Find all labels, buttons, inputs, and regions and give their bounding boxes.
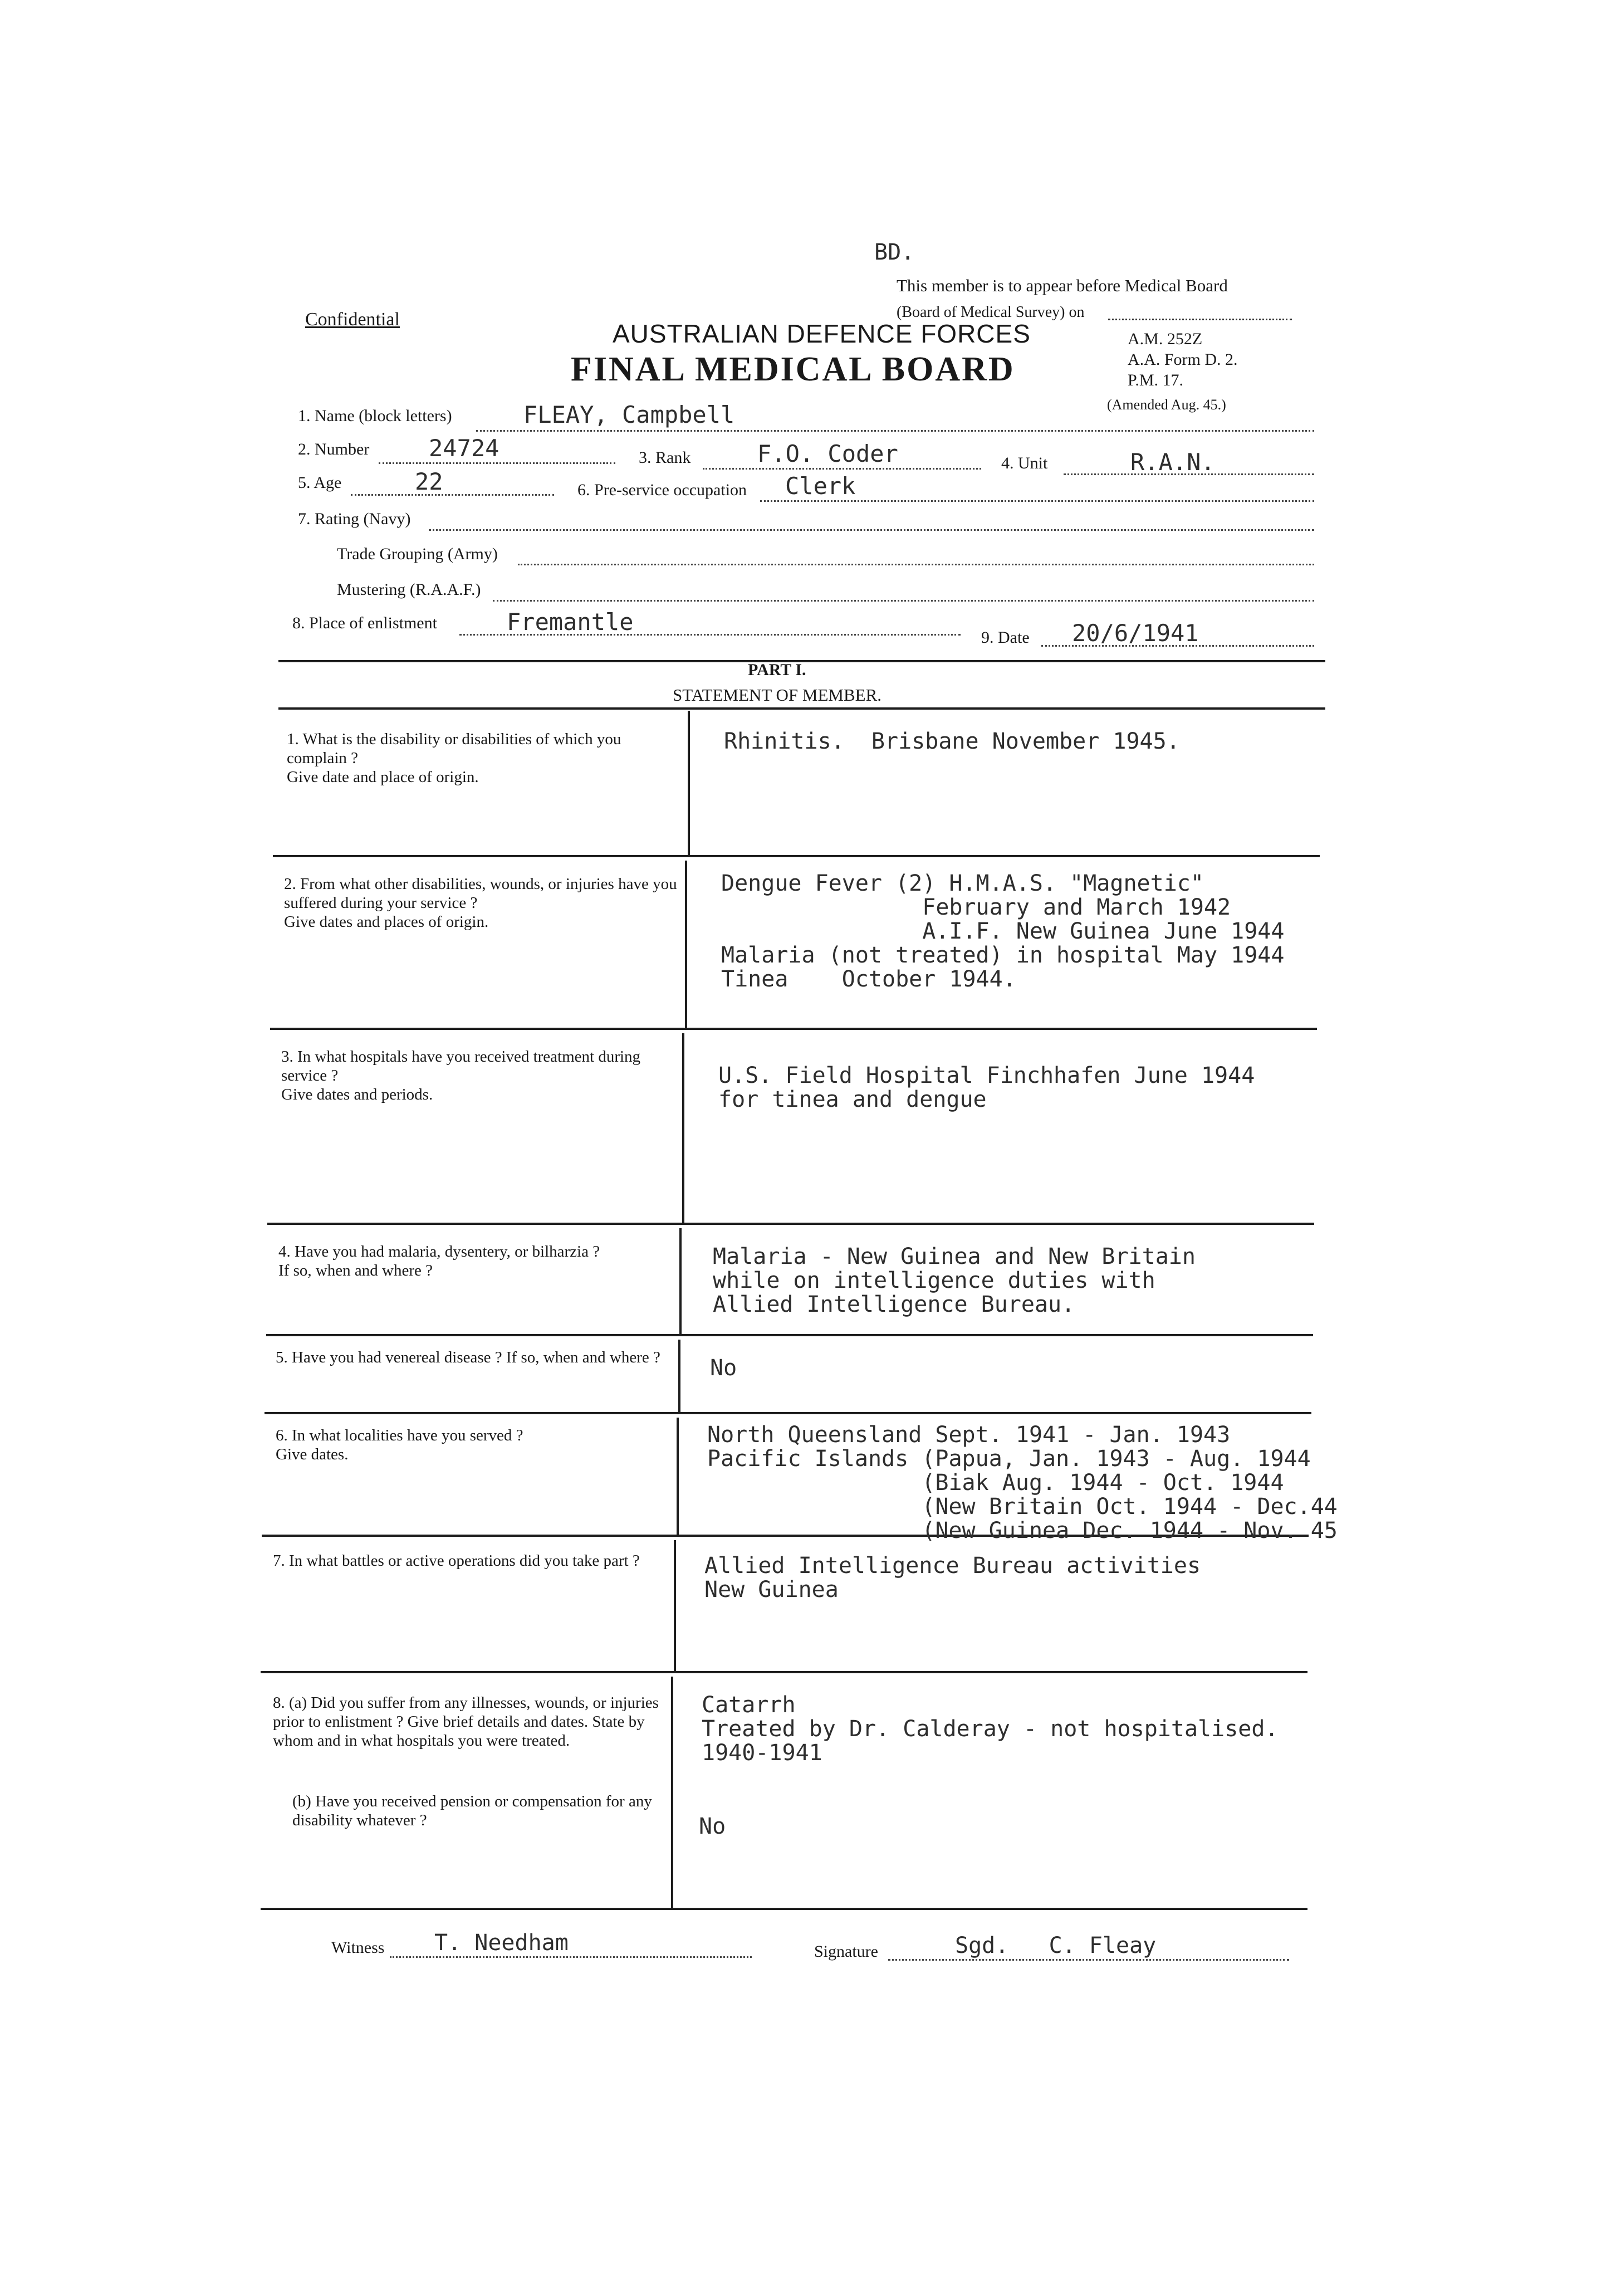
answer-3: U.S. Field Hospital Finchhafen June 1944 for tinea and dengue <box>718 1063 1255 1112</box>
name-value: FLEAY, Campbell <box>523 401 735 428</box>
question-7: 7. In what battles or active operations did you take part ? <box>273 1552 640 1570</box>
signature-value: Sgd. C. Fleay <box>955 1933 1157 1958</box>
row-divider <box>273 855 1320 857</box>
enlistment-dotted-line <box>459 634 961 636</box>
column-divider <box>682 1033 684 1223</box>
answer-7: Allied Intelligence Bureau activities New Guinea <box>704 1553 1201 1603</box>
column-divider <box>688 711 690 856</box>
row-divider <box>270 1028 1317 1030</box>
answer-8b: No <box>699 1814 726 1839</box>
part-subheading: STATEMENT OF MEMBER. <box>673 685 882 705</box>
answer-8a: Catarrh Treated by Dr. Calderay - not hospitalised. 1940-1941 <box>702 1692 1279 1766</box>
row-divider <box>261 1671 1307 1673</box>
trade-grouping-dotted-line <box>518 564 1314 565</box>
column-divider <box>674 1540 676 1671</box>
column-divider <box>679 1228 682 1334</box>
rating-dotted-line <box>429 529 1314 531</box>
form-references <box>1128 329 1238 390</box>
age-value: 22 <box>415 468 443 495</box>
signature-dotted-line <box>888 1959 1289 1961</box>
agency-name: AUSTRALIAN DEFENCE FORCES <box>613 319 1031 348</box>
question-6: 6. In what localities have you served ? Give dates. <box>276 1427 523 1463</box>
reference-mark: BD. <box>874 240 915 265</box>
question-3: 3. In what hospitals have you received treatment during service ? Give dates and periods. <box>281 1048 641 1103</box>
statement-top-rule <box>278 707 1325 710</box>
question-8a: 8. (a) Did you suffer from any illnesses, wounds, or injuries prior to enlistment ? Give brief details and dates. State by whom and in what hospitals you were treated. <box>273 1694 659 1750</box>
unit-dotted-line <box>1064 473 1314 475</box>
part-heading: PART I. <box>748 661 806 679</box>
trade-grouping-label: Trade Grouping (Army) <box>337 545 498 563</box>
occupation-dotted-line <box>760 500 1314 502</box>
row-divider <box>266 1334 1313 1336</box>
age-label: 5. Age <box>298 473 342 492</box>
row-divider <box>267 1223 1314 1225</box>
answer-6: North Queensland Sept. 1941 - Jan. 1943 Pacific Islands (Papua, Jan. 1943 - Aug. 1944 (Biak Aug. 1944 - Oct. 1944 (New Britain Oct. 1944 - Dec.44 (New Guinea Dec. 1944 - Nov. 45 <box>707 1422 1338 1543</box>
answer-1: Rhinitis. Brisbane November 1945. <box>724 729 1180 754</box>
board-appearance-note: This member is to appear before Medical Board <box>897 276 1228 295</box>
date-label: 9. Date <box>981 628 1030 647</box>
answer-5: No <box>710 1355 737 1381</box>
form-ref-aa: A.A. Form D. 2. <box>1128 350 1238 369</box>
witness-label: Witness <box>331 1938 385 1957</box>
board-appearance-date-label: (Board of Medical Survey) on <box>897 304 1085 321</box>
occupation-value: Clerk <box>785 472 856 500</box>
question-2: 2. From what other disabilities, wounds, or injuries have you suffered during your service ? Give dates and places of origin. <box>284 875 677 931</box>
occupation-label: 6. Pre-service occupation <box>577 481 747 499</box>
date-value: 20/6/1941 <box>1072 619 1199 647</box>
rank-value: F.O. Coder <box>757 440 898 467</box>
rank-label: 3. Rank <box>639 448 691 467</box>
number-dotted-line <box>379 462 615 464</box>
confidential-stamp: Confidential <box>305 309 400 330</box>
unit-label: 4. Unit <box>1001 454 1048 472</box>
signature-label: Signature <box>814 1942 878 1961</box>
enlistment-label: 8. Place of enlistment <box>292 614 437 632</box>
age-dotted-line <box>351 494 554 496</box>
name-label: 1. Name (block letters) <box>298 407 452 425</box>
rank-dotted-line <box>703 468 981 470</box>
name-dotted-line <box>476 430 1314 432</box>
form-ref-am: A.M. 252Z <box>1128 330 1203 348</box>
question-5: 5. Have you had venereal disease ? If so, when and where ? <box>276 1349 660 1366</box>
number-label: 2. Number <box>298 440 370 458</box>
mustering-dotted-line <box>493 600 1314 602</box>
number-value: 24724 <box>429 434 499 462</box>
answer-4: Malaria - New Guinea and New Britain while on intelligence duties with Allied Intelligence Bureau. <box>713 1244 1196 1317</box>
column-divider <box>671 1677 673 1908</box>
column-divider <box>677 1418 679 1535</box>
mustering-label: Mustering (R.A.A.F.) <box>337 580 481 599</box>
enlistment-value: Fremantle <box>507 608 634 636</box>
witness-value: T. Needham <box>434 1930 569 1956</box>
rating-label: 7. Rating (Navy) <box>298 510 411 528</box>
row-divider <box>265 1412 1311 1414</box>
form-title: FINAL MEDICAL BOARD <box>571 350 1015 388</box>
question-4: 4. Have you had malaria, dysentery, or bilharzia ? If so, when and where ? <box>278 1243 600 1279</box>
question-8b: (b) Have you received pension or compensation for any disability whatever ? <box>292 1792 652 1829</box>
column-divider <box>678 1340 680 1412</box>
column-divider <box>685 861 687 1028</box>
witness-dotted-line <box>390 1956 752 1958</box>
form-ref-pm: P.M. 17. <box>1128 371 1184 389</box>
unit-value: R.A.N. <box>1130 448 1215 476</box>
board-date-dotted-line <box>1108 319 1292 320</box>
question-1: 1. What is the disability or disabilities of which you complain ? Give date and place of origin. <box>287 730 621 786</box>
date-dotted-line <box>1041 645 1314 647</box>
answer-2: Dengue Fever (2) H.M.A.S. "Magnetic" February and March 1942 A.I.F. New Guinea June 1944 Malaria (not treated) in hospital May 1944 Tinea October 1944. <box>721 871 1285 992</box>
amended-date: (Amended Aug. 45.) <box>1107 397 1226 413</box>
statement-bottom-rule <box>261 1908 1307 1910</box>
